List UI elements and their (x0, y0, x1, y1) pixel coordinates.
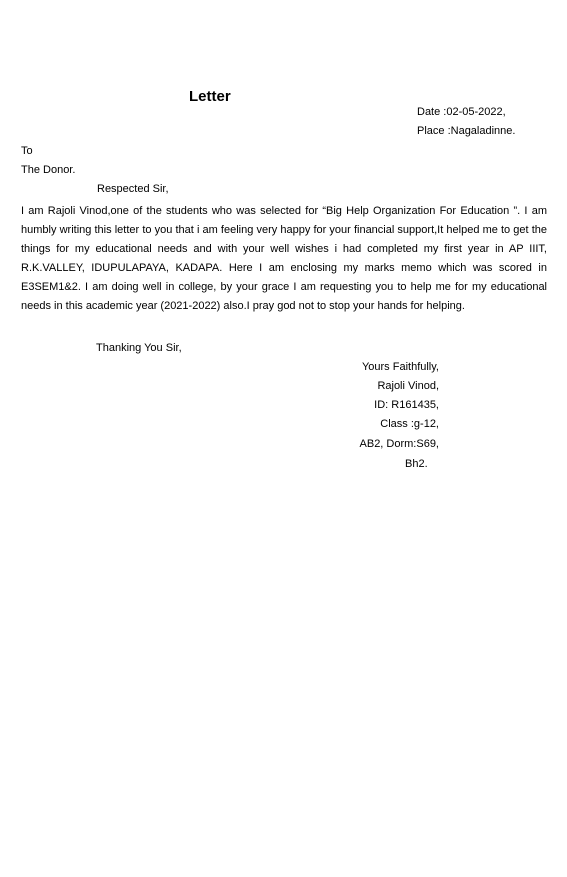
signature-name: Rajoli Vinod, (377, 380, 439, 392)
letter-body: I am Rajoli Vinod,one of the students who was selected for “Big Help Organization For Education ”. I am humbly writing this letter to you that i am feeling very happy for your financial support,It helped me to get the things for my educational needs and with your well wishes i had completed my first year in AP IIIT, R.K.VALLEY, IDUPULAPAYA, KADAPA. Here I am enclosing my marks memo which was scored in E3SEM1&2. I am doing well in college, by your grace I am requesting you to help me for my educational needs in this academic year (2021-2022) also.I pray god not to stop your hands for helping. (21, 205, 547, 312)
recipient-line: The Donor. (21, 164, 76, 176)
date-line: Date :02-05-2022, (417, 106, 506, 118)
letter-title: Letter (189, 88, 231, 105)
thanks-line: Thanking You Sir, (96, 342, 182, 354)
place-line: Place :Nagaladinne. (417, 125, 516, 137)
room-line: AB2, Dorm:S69, (359, 438, 439, 450)
salutation: Respected Sir, (97, 183, 169, 195)
id-line: ID: R161435, (374, 399, 439, 411)
closing-line: Yours Faithfully, (361, 361, 439, 373)
block-line: Bh2. (405, 458, 428, 470)
to-line: To (21, 145, 33, 157)
class-line: Class :g-12, (380, 418, 439, 430)
